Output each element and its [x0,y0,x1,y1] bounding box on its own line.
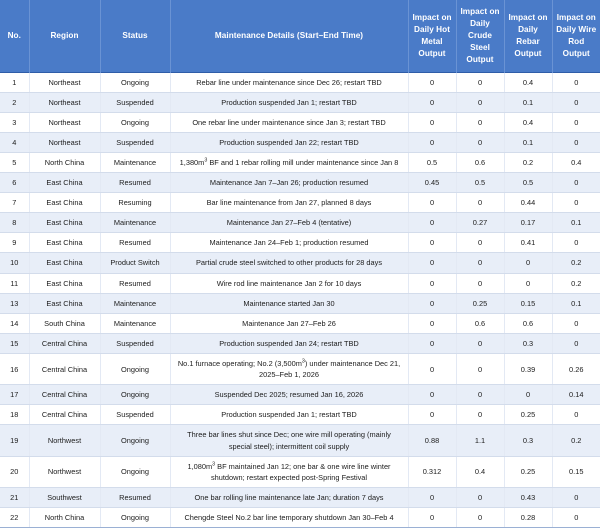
cell-status: Maintenance [100,213,170,233]
table-row [0,152,600,172]
cell-wire-rod-impact: 0 [552,233,600,253]
cell-status: Suspended [100,92,170,112]
cell-maintenance-details: Maintenance Jan 24–Feb 1; production resumed [170,233,408,253]
cell-wire-rod-impact: 0 [552,92,600,112]
cell-rebar-impact: 0.39 [504,354,552,385]
cell-wire-rod-impact: 0.2 [552,425,600,456]
cell-rebar-impact: 0.3 [504,333,552,353]
cell-rebar-impact: 0.17 [504,213,552,233]
cell-wire-rod-impact: 0.2 [552,253,600,273]
cell-maintenance-details: Suspended Dec 2025; resumed Jan 16, 2026 [170,385,408,405]
row-number: 1 [0,72,29,92]
cell-status: Suspended [100,132,170,152]
cell-region: East China [29,253,100,273]
table-row [0,354,600,385]
row-number: 22 [0,508,29,528]
cell-rebar-impact: 0.5 [504,173,552,193]
cell-rebar-impact: 0.1 [504,92,552,112]
cell-status: Ongoing [100,354,170,385]
cell-wire-rod-impact: 0 [552,405,600,425]
cell-status: Ongoing [100,385,170,405]
cell-maintenance-details: Rebar line under maintenance since Dec 26; restart TBD [170,72,408,92]
row-number: 8 [0,213,29,233]
cell-crude-steel-impact: 0 [456,72,504,92]
cell-crude-steel-impact: 0.6 [456,313,504,333]
cell-maintenance-details: Chengde Steel No.2 bar line temporary shutdown Jan 30–Feb 4 [170,508,408,528]
column-header-status: Status [100,0,170,72]
cell-rebar-impact: 0 [504,273,552,293]
column-header-hot-metal: Impact on Daily Hot Metal Output [408,0,456,72]
cell-region: East China [29,293,100,313]
cell-hot-metal-impact: 0 [408,508,456,528]
cell-region: North China [29,508,100,528]
row-number: 9 [0,233,29,253]
cell-wire-rod-impact: 0.2 [552,273,600,293]
cell-maintenance-details: Bar line maintenance from Jan 27, planned 8 days [170,193,408,213]
cell-rebar-impact: 0.4 [504,112,552,132]
row-number: 6 [0,173,29,193]
row-number: 18 [0,405,29,425]
table-row [0,333,600,353]
cell-rebar-impact: 0.41 [504,233,552,253]
cell-rebar-impact: 0.44 [504,193,552,213]
cell-hot-metal-impact: 0 [408,293,456,313]
table-row [0,456,600,487]
cell-region: Southwest [29,487,100,507]
cell-crude-steel-impact: 0.25 [456,293,504,313]
cell-region: Northeast [29,72,100,92]
cell-hot-metal-impact: 0 [408,333,456,353]
cell-rebar-impact: 0.25 [504,456,552,487]
cell-region: South China [29,313,100,333]
table-header [0,0,600,72]
cell-hot-metal-impact: 0 [408,405,456,425]
cell-hot-metal-impact: 0 [408,354,456,385]
cell-status: Suspended [100,333,170,353]
cell-wire-rod-impact: 0 [552,487,600,507]
cell-region: Northwest [29,456,100,487]
cell-hot-metal-impact: 0 [408,72,456,92]
cell-region: Central China [29,333,100,353]
cell-rebar-impact: 0.43 [504,487,552,507]
row-number: 19 [0,425,29,456]
column-header-details: Maintenance Details (Start–End Time) [170,0,408,72]
cell-rebar-impact: 0 [504,253,552,273]
cell-rebar-impact: 0.1 [504,132,552,152]
cell-status: Ongoing [100,456,170,487]
cell-crude-steel-impact: 0 [456,92,504,112]
cell-maintenance-details: One rebar line under maintenance since Jan 3; restart TBD [170,112,408,132]
row-number: 3 [0,112,29,132]
cell-status: Ongoing [100,72,170,92]
cell-region: Central China [29,405,100,425]
table-row [0,213,600,233]
cell-maintenance-details: $1,080m^3$ BF maintained Jan 12; one bar & one wire line winter shutdown; restart expected post-Spring Festival [170,456,408,487]
column-header-wire-rod: Impact on Daily Wire Rod Output [552,0,600,72]
cell-hot-metal-impact: 0 [408,233,456,253]
cell-rebar-impact: 0.6 [504,313,552,333]
table-row [0,425,600,456]
table-row [0,487,600,507]
column-header-no: No. [0,0,29,72]
cell-wire-rod-impact: 0.1 [552,293,600,313]
cell-maintenance-details: Production suspended Jan 1; restart TBD [170,92,408,112]
cell-status: Suspended [100,405,170,425]
cell-maintenance-details: Partial crude steel switched to other products for 28 days [170,253,408,273]
cell-region: Northeast [29,112,100,132]
cell-status: Resumed [100,233,170,253]
table-row [0,193,600,213]
row-number: 20 [0,456,29,487]
cell-status: Maintenance [100,293,170,313]
table-row [0,385,600,405]
table-row [0,173,600,193]
cell-wire-rod-impact: 0 [552,72,600,92]
cell-hot-metal-impact: 0.45 [408,173,456,193]
column-header-region: Region [29,0,100,72]
cell-crude-steel-impact: 0.5 [456,173,504,193]
row-number: 2 [0,92,29,112]
cell-wire-rod-impact: 0.15 [552,456,600,487]
cell-region: Central China [29,385,100,405]
cell-wire-rod-impact: 0 [552,333,600,353]
cell-region: East China [29,233,100,253]
cell-rebar-impact: 0.15 [504,293,552,313]
cell-region: Northwest [29,425,100,456]
cell-hot-metal-impact: 0 [408,273,456,293]
row-number: 13 [0,293,29,313]
cell-maintenance-details: One bar rolling line maintenance late Jan; duration 7 days [170,487,408,507]
column-header-rebar: Impact on Daily Rebar Output [504,0,552,72]
cell-rebar-impact: 0 [504,385,552,405]
cell-maintenance-details: Maintenance Jan 7–Jan 26; production resumed [170,173,408,193]
cell-crude-steel-impact: 0 [456,487,504,507]
cell-status: Maintenance [100,152,170,172]
cell-region: North China [29,152,100,172]
cell-crude-steel-impact: 0.27 [456,213,504,233]
cell-crude-steel-impact: 0 [456,132,504,152]
row-number: 14 [0,313,29,333]
cell-maintenance-details: Production suspended Jan 24; restart TBD [170,333,408,353]
cell-crude-steel-impact: 0 [456,253,504,273]
cell-region: East China [29,173,100,193]
cell-maintenance-details: Maintenance Jan 27–Feb 26 [170,313,408,333]
row-number: 16 [0,354,29,385]
cell-hot-metal-impact: 0 [408,253,456,273]
table-row [0,233,600,253]
table-row [0,313,600,333]
cell-hot-metal-impact: 0 [408,487,456,507]
table-row [0,112,600,132]
cell-hot-metal-impact: 0 [408,385,456,405]
cell-crude-steel-impact: 0 [456,354,504,385]
table-row [0,293,600,313]
cell-region: East China [29,213,100,233]
cell-status: Resuming [100,193,170,213]
table-row [0,253,600,273]
cell-status: Product Switch [100,253,170,273]
cell-hot-metal-impact: 0 [408,112,456,132]
cell-wire-rod-impact: 0 [552,112,600,132]
cell-wire-rod-impact: 0 [552,508,600,528]
cell-region: Northeast [29,92,100,112]
cell-crude-steel-impact: 0.6 [456,152,504,172]
table-row [0,92,600,112]
cell-wire-rod-impact: 0.14 [552,385,600,405]
cell-status: Resumed [100,487,170,507]
cell-maintenance-details: Wire rod line maintenance Jan 2 for 10 days [170,273,408,293]
cell-crude-steel-impact: 0 [456,385,504,405]
cell-hot-metal-impact: 0.88 [408,425,456,456]
cell-wire-rod-impact: 0 [552,193,600,213]
row-number: 21 [0,487,29,507]
cell-hot-metal-impact: 0 [408,313,456,333]
cell-status: Ongoing [100,425,170,456]
cell-wire-rod-impact: 0.26 [552,354,600,385]
row-number: 7 [0,193,29,213]
cell-rebar-impact: 0.4 [504,72,552,92]
row-number: 4 [0,132,29,152]
cell-wire-rod-impact: 0 [552,173,600,193]
cell-maintenance-details: Three bar lines shut since Dec; one wire mill operating (mainly special steel); intermittent coil supply [170,425,408,456]
cell-region: East China [29,193,100,213]
cell-region: Northeast [29,132,100,152]
cell-wire-rod-impact: 0 [552,313,600,333]
cell-maintenance-details: Maintenance started Jan 30 [170,293,408,313]
cell-wire-rod-impact: 0.4 [552,152,600,172]
cell-maintenance-details: $1,380m^3$ BF and 1 rebar rolling mill under maintenance since Jan 8 [170,152,408,172]
cell-hot-metal-impact: 0.5 [408,152,456,172]
cell-wire-rod-impact: 0.1 [552,213,600,233]
row-number: 17 [0,385,29,405]
table-row [0,72,600,92]
cell-rebar-impact: 0.3 [504,425,552,456]
cell-status: Maintenance [100,313,170,333]
cell-crude-steel-impact: 0 [456,193,504,213]
cell-crude-steel-impact: 0 [456,273,504,293]
cell-region: Central China [29,354,100,385]
cell-hot-metal-impact: 0 [408,193,456,213]
table-row [0,273,600,293]
cell-hot-metal-impact: 0.312 [408,456,456,487]
table-row [0,405,600,425]
cell-status: Resumed [100,273,170,293]
cell-crude-steel-impact: 0 [456,333,504,353]
cell-hot-metal-impact: 0 [408,132,456,152]
cell-crude-steel-impact: 0 [456,233,504,253]
cell-crude-steel-impact: 0 [456,405,504,425]
cell-crude-steel-impact: 0 [456,508,504,528]
cell-wire-rod-impact: 0 [552,132,600,152]
table-row [0,508,600,528]
cell-maintenance-details: Production suspended Jan 22; restart TBD [170,132,408,152]
cell-status: Resumed [100,173,170,193]
cell-maintenance-details: Production suspended Jan 1; restart TBD [170,405,408,425]
row-number: 11 [0,273,29,293]
cell-status: Ongoing [100,508,170,528]
cell-rebar-impact: 0.25 [504,405,552,425]
row-number: 5 [0,152,29,172]
cell-rebar-impact: 0.28 [504,508,552,528]
cell-rebar-impact: 0.2 [504,152,552,172]
row-number: 10 [0,253,29,273]
cell-maintenance-details: No.1 furnace operating; No.2 $(3,500m^3)$ under maintenance Dec 21, 2025–Feb 1, 2026 [170,354,408,385]
cell-crude-steel-impact: 1.1 [456,425,504,456]
table-row [0,132,600,152]
cell-maintenance-details: Maintenance Jan 27–Feb 4 (tentative) [170,213,408,233]
table-body [0,72,600,528]
column-header-crude-steel: Impact on Daily Crude Steel Output [456,0,504,72]
cell-status: Ongoing [100,112,170,132]
table-header-row [0,0,600,72]
row-number: 15 [0,333,29,353]
cell-region: East China [29,273,100,293]
cell-hot-metal-impact: 0 [408,213,456,233]
cell-crude-steel-impact: 0 [456,112,504,132]
cell-hot-metal-impact: 0 [408,92,456,112]
cell-crude-steel-impact: 0.4 [456,456,504,487]
